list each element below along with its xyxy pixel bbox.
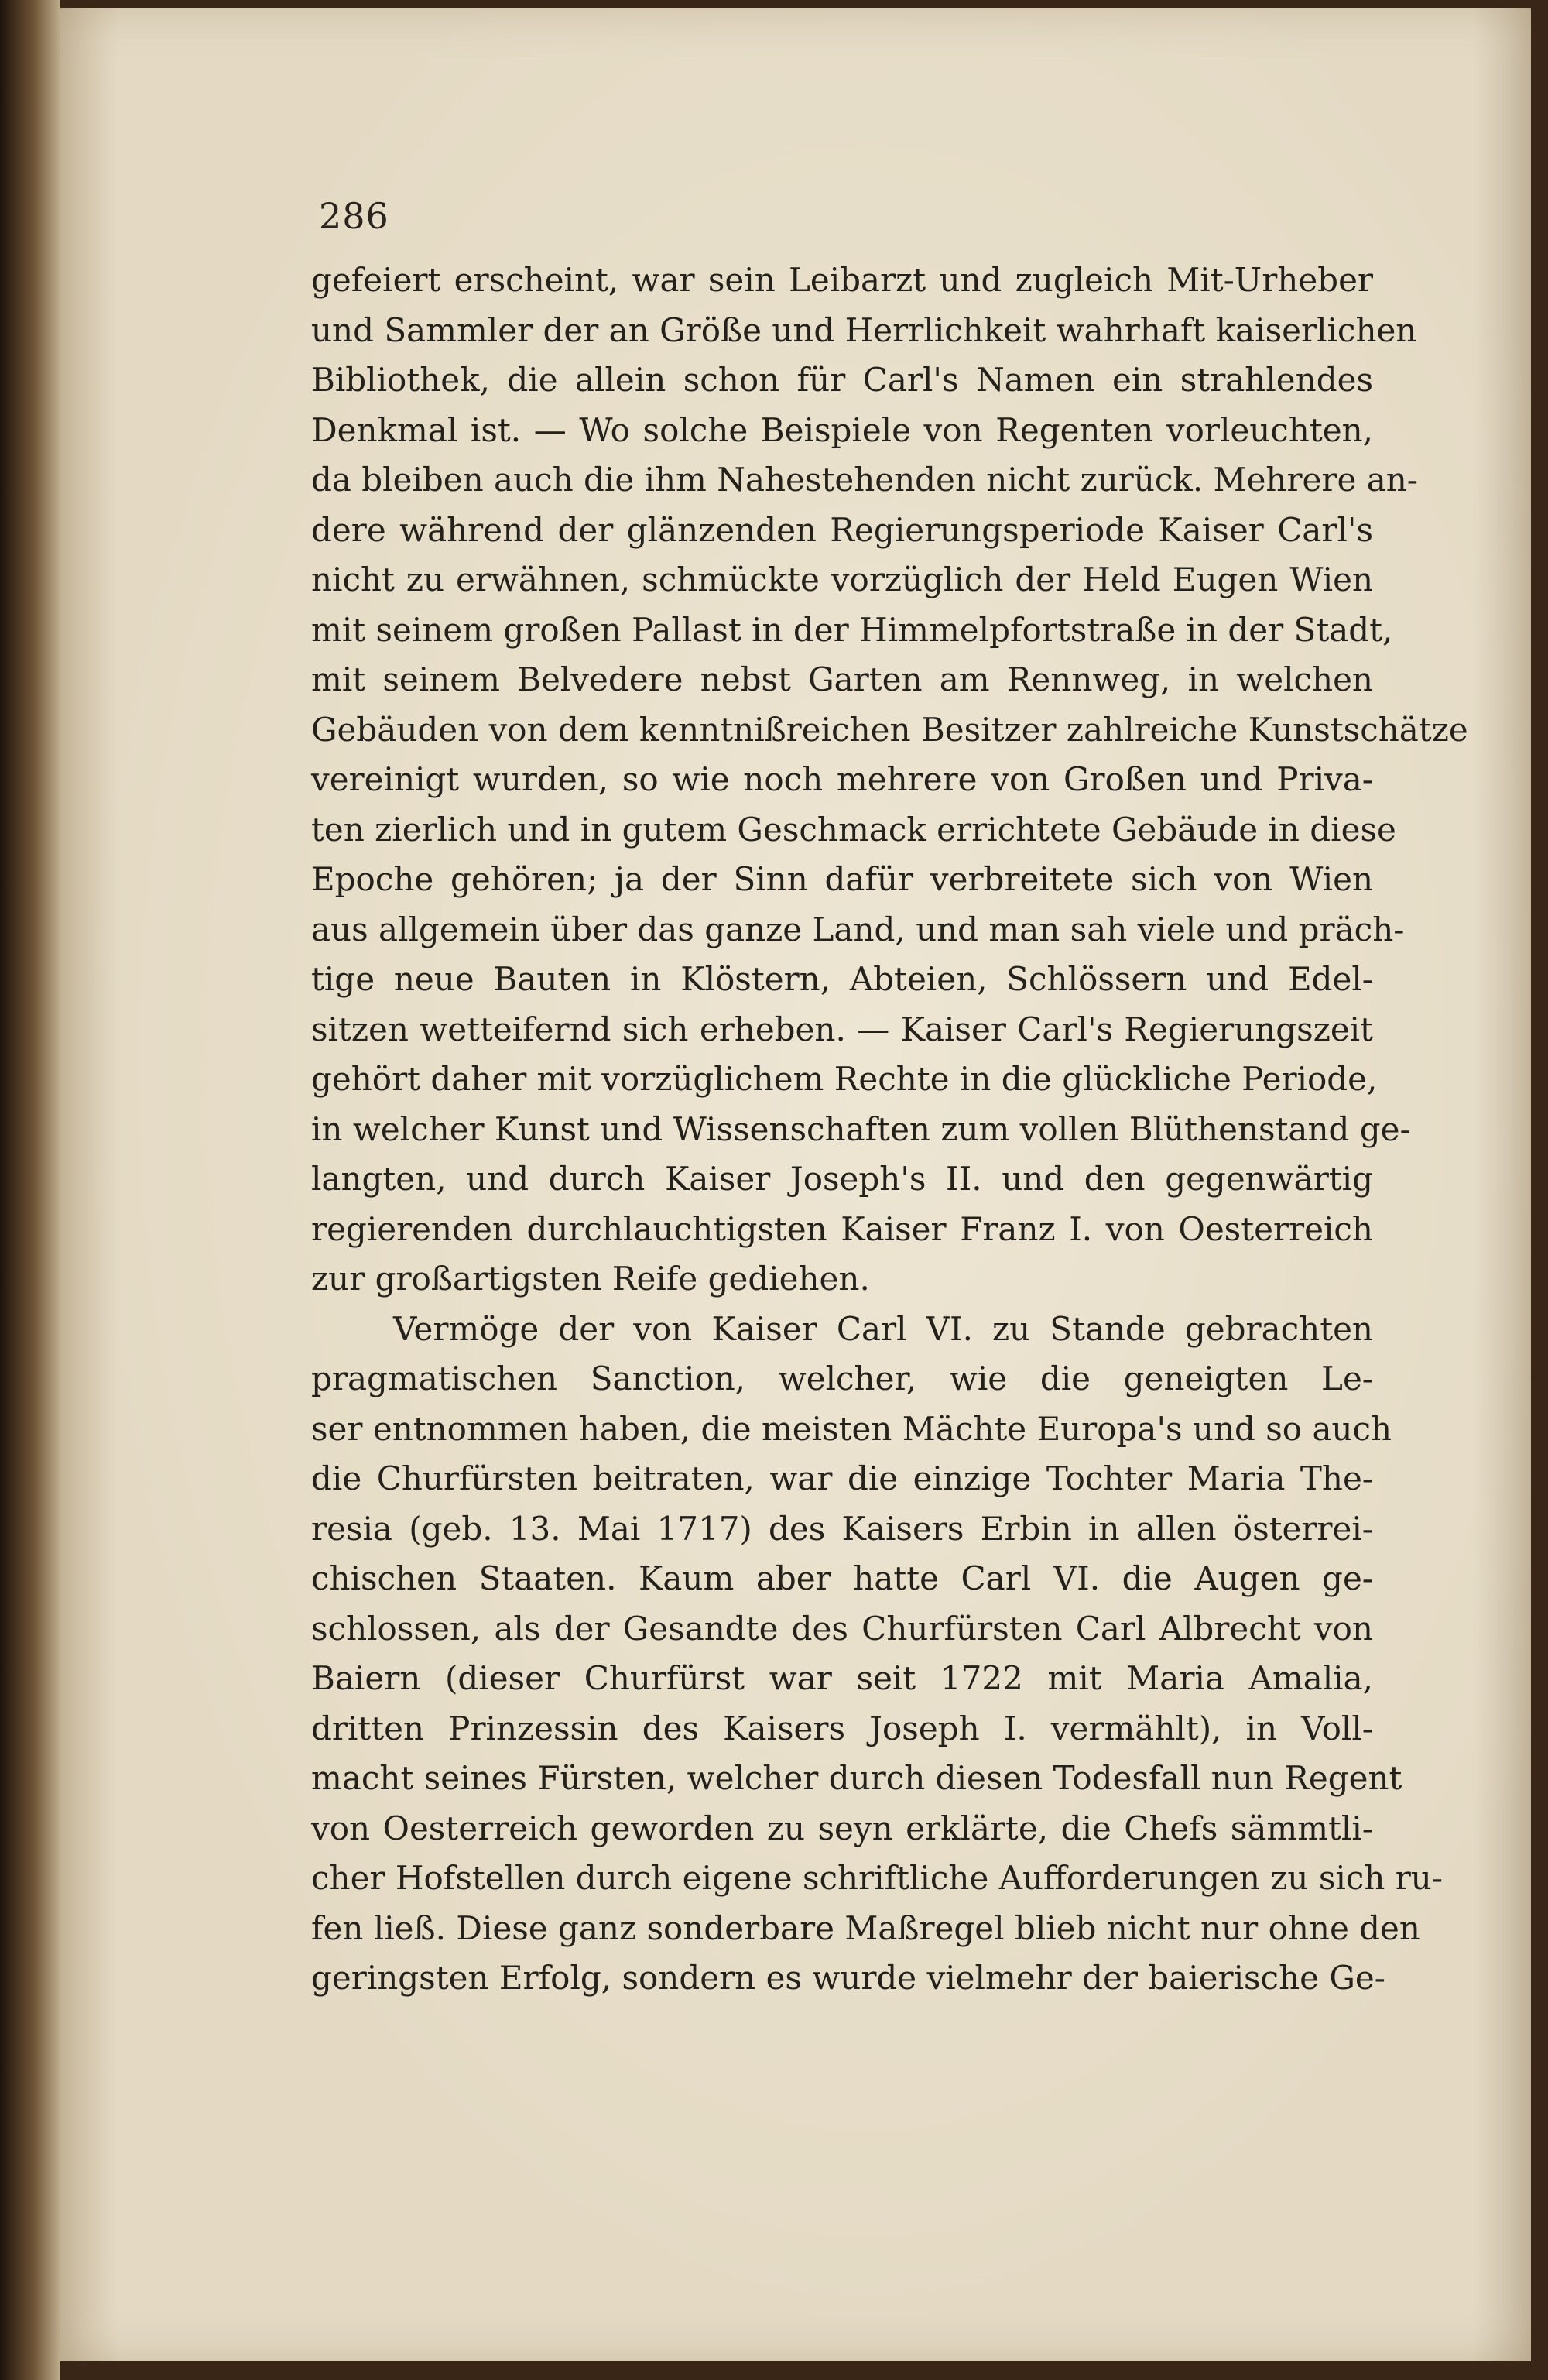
text-line: Epoche gehören; ja der Sinn dafür verbreitete sich von Wien (311, 860, 1373, 898)
text-line: geringsten Erfolg, sondern es wurde vielmehr der baierische Ge- (311, 1959, 1385, 1997)
text-line: cher Hofstellen durch eigene schriftliche Aufforderungen zu sich ru- (311, 1859, 1444, 1897)
text-line: schlossen, als der Gesandte des Churfürsten Carl Albrecht von (311, 1609, 1373, 1648)
text-line: Gebäuden von dem kenntnißreichen Besitzer zahlreiche Kunstschätze (311, 710, 1468, 749)
text-line: Vermöge der von Kaiser Carl VI. zu Stande gebrachten (393, 1309, 1373, 1348)
text-line: fen ließ. Diese ganz sonderbare Maßregel blieb nicht nur ohne den (311, 1908, 1420, 1947)
text-line: Bibliothek, die allein schon für Carl's Namen ein strahlendes (311, 361, 1373, 399)
text-line: zur großartigsten Reife gediehen. (311, 1260, 870, 1298)
text-line: pragmatischen Sanction, welcher, wie die geneigten Le- (311, 1360, 1373, 1397)
text-line: resia (geb. 13. Mai 1717) des Kaisers Erbin in allen österrei- (311, 1509, 1373, 1548)
text-line: sitzen wetteifernd sich erheben. — Kaiser Carl's Regierungszeit (311, 1010, 1373, 1048)
text-line: gehört daher mit vorzüglichem Rechte in die glückliche Periode, (311, 1060, 1378, 1098)
text-line: regierenden durchlauchtigsten Kaiser Franz I. von Oesterreich (311, 1209, 1373, 1248)
text-line: dritten Prinzessin des Kaisers Joseph I. vermählt), in Voll- (311, 1709, 1373, 1747)
text-line: gefeiert erscheint, war sein Leibarzt und zugleich Mit-Urheber (311, 261, 1373, 299)
text-line: mit seinem großen Pallast in der Himmelpfortstraße in der Stadt, (311, 610, 1393, 649)
text-line: macht seines Fürsten, welcher durch diesen Todesfall nun Regent (311, 1759, 1402, 1797)
page-number: 286 (319, 195, 389, 237)
body-text (311, 255, 1468, 2004)
text-line: da bleiben auch die ihm Nahestehenden nicht zurück. Mehrere an- (311, 461, 1418, 499)
text-line: dere während der glänzenden Regierungsperiode Kaiser Carl's (311, 510, 1373, 549)
book-gutter (0, 0, 60, 2380)
text-line: ser entnommen haben, die meisten Mächte Europa's und so auch (311, 1409, 1392, 1448)
text-line: von Oesterreich geworden zu seyn erklärte, die Chefs sämmtli- (311, 1809, 1373, 1847)
text-line: in welcher Kunst und Wissenschaften zum vollen Blüthenstand ge- (311, 1109, 1411, 1148)
text-line: tige neue Bauten in Klöstern, Abteien, Schlössern und Edel- (311, 960, 1373, 998)
text-line: langten, und durch Kaiser Joseph's II. und den gegenwärtig (311, 1160, 1373, 1198)
text-line: mit seinem Belvedere nebst Garten am Rennweg, in welchen (311, 660, 1373, 698)
text-line: aus allgemein über das ganze Land, und man sah viele und präch- (311, 910, 1405, 948)
text-line: ten zierlich und in gutem Geschmack errichtete Gebäude in diese (311, 810, 1396, 849)
text-line: Denkmal ist. — Wo solche Beispiele von Regenten vorleuchten, (311, 410, 1373, 449)
text-line: die Churfürsten beitraten, war die einzige Tochter Maria The- (311, 1459, 1373, 1497)
text-line: Baiern (dieser Churfürst war seit 1722 mit Maria Amalia, (311, 1659, 1373, 1697)
text-line: und Sammler der an Größe und Herrlichkeit wahrhaft kaiserlichen (311, 310, 1417, 349)
text-line: vereinigt wurden, so wie noch mehrere von Großen und Priva- (311, 760, 1373, 798)
text-line: chischen Staaten. Kaum aber hatte Carl VI. die Augen ge- (311, 1559, 1373, 1597)
text-line: nicht zu erwähnen, schmückte vorzüglich der Held Eugen Wien (311, 561, 1373, 598)
